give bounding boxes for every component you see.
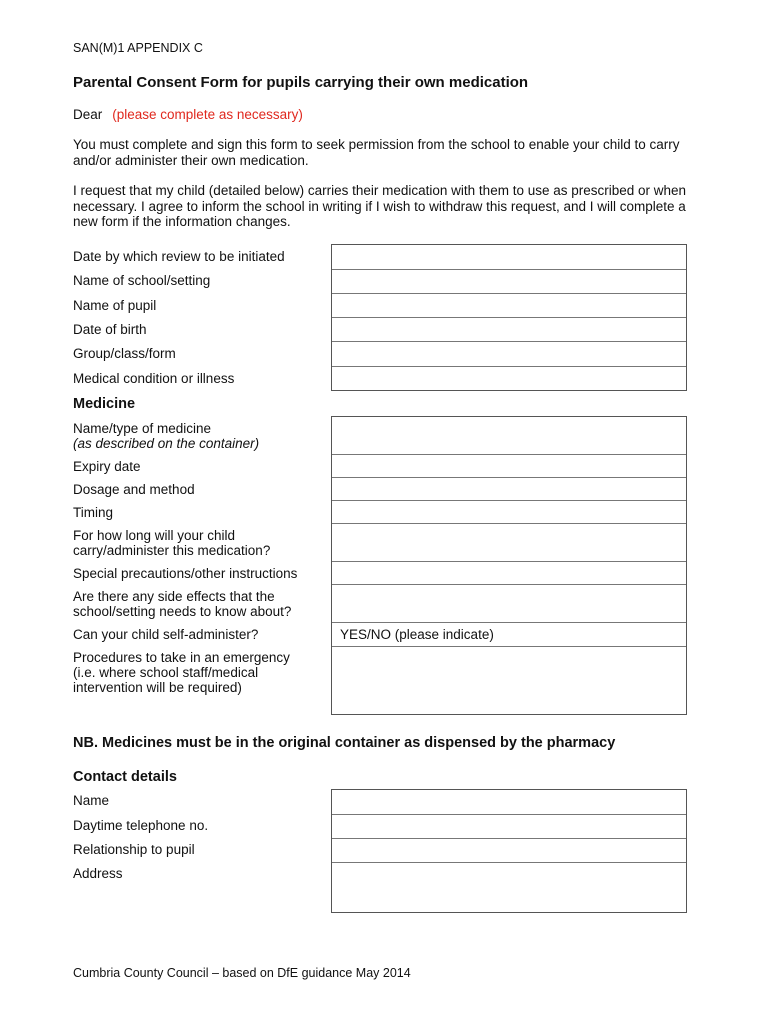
dosage-field[interactable]	[332, 478, 686, 501]
intro-paragraph-1: You must complete and sign this form to seek permission from the school to enable your child to carry and/or administer their own medication.	[73, 137, 680, 168]
contact-field-label: Address	[73, 866, 123, 881]
contact-table	[331, 789, 687, 913]
medicine-table	[331, 416, 687, 715]
medicine-name-label: Name/type of medicine	[73, 421, 212, 436]
contact-name-field[interactable]	[332, 790, 686, 815]
expiry-label: Expiry date	[73, 459, 141, 474]
form-title: Parental Consent Form for pupils carrying their own medication	[73, 74, 529, 91]
school-name-field[interactable]	[332, 270, 686, 294]
expiry-date-field[interactable]	[332, 455, 686, 478]
pupil-details-table	[331, 244, 687, 391]
contact-heading: Contact details	[73, 769, 177, 785]
footer-text: Cumbria County Council – based on DfE guidance May 2014	[73, 966, 411, 980]
nb-notice: NB. Medicines must be in the original container as dispensed by the pharmacy	[73, 735, 616, 751]
pupil-field-label: Medical condition or illness	[73, 371, 235, 386]
self-administer-label: Can your child self-administer?	[73, 627, 259, 642]
contact-field-label: Daytime telephone no.	[73, 818, 209, 833]
medicine-name-field[interactable]	[332, 417, 686, 455]
salutation-label: Dear	[73, 107, 103, 122]
medicine-heading: Medicine	[73, 396, 136, 412]
pupil-field-label: Group/class/form	[73, 346, 176, 361]
timing-label: Timing	[73, 505, 114, 520]
side-effects-field[interactable]	[332, 585, 686, 623]
precautions-label: Special precautions/other instructions	[73, 566, 298, 581]
salutation-hint: (please complete as necessary)	[112, 107, 303, 122]
emergency-procedures-field[interactable]	[332, 647, 686, 716]
address-field[interactable]	[332, 863, 686, 914]
duration-field[interactable]	[332, 524, 686, 562]
intro-paragraph-2: I request that my child (detailed below) carries their medication with them to use as prescribed or when necessary. I agree to inform the school in writing if I wish to withdraw this request, and I will complete a new form if the information changes.	[73, 183, 687, 229]
relationship-field[interactable]	[332, 839, 686, 863]
date-of-birth-field[interactable]	[332, 318, 686, 342]
pupil-field-label: Date by which review to be initiated	[73, 249, 285, 264]
dosage-label: Dosage and method	[73, 482, 195, 497]
contact-field-label: Relationship to pupil	[73, 842, 195, 857]
precautions-field[interactable]	[332, 562, 686, 585]
telephone-field[interactable]	[332, 815, 686, 839]
pupil-field-label: Name of school/setting	[73, 273, 211, 288]
group-class-field[interactable]	[332, 342, 686, 367]
self-administer-field[interactable]	[332, 623, 686, 647]
pupil-name-field[interactable]	[332, 294, 686, 318]
medical-condition-field[interactable]	[332, 367, 686, 392]
review-date-field[interactable]	[332, 245, 686, 270]
contact-field-label: Name	[73, 793, 110, 808]
side-effects-label: Are there any side effects that the school/setting needs to know about?	[73, 589, 292, 619]
pupil-field-label: Name of pupil	[73, 298, 157, 313]
salutation	[73, 107, 303, 122]
emergency-label: Procedures to take in an emergency (i.e. where school staff/medical intervention will be required)	[73, 650, 290, 695]
document-header: SAN(M)1 APPENDIX C	[73, 41, 203, 55]
how-long-label: For how long will your child carry/administer this medication?	[73, 528, 271, 558]
pupil-field-label: Date of birth	[73, 322, 147, 337]
timing-field[interactable]	[332, 501, 686, 524]
medicine-name-note: (as described on the container)	[73, 436, 260, 451]
self-administer-value: YES/NO (please indicate)	[340, 627, 494, 642]
